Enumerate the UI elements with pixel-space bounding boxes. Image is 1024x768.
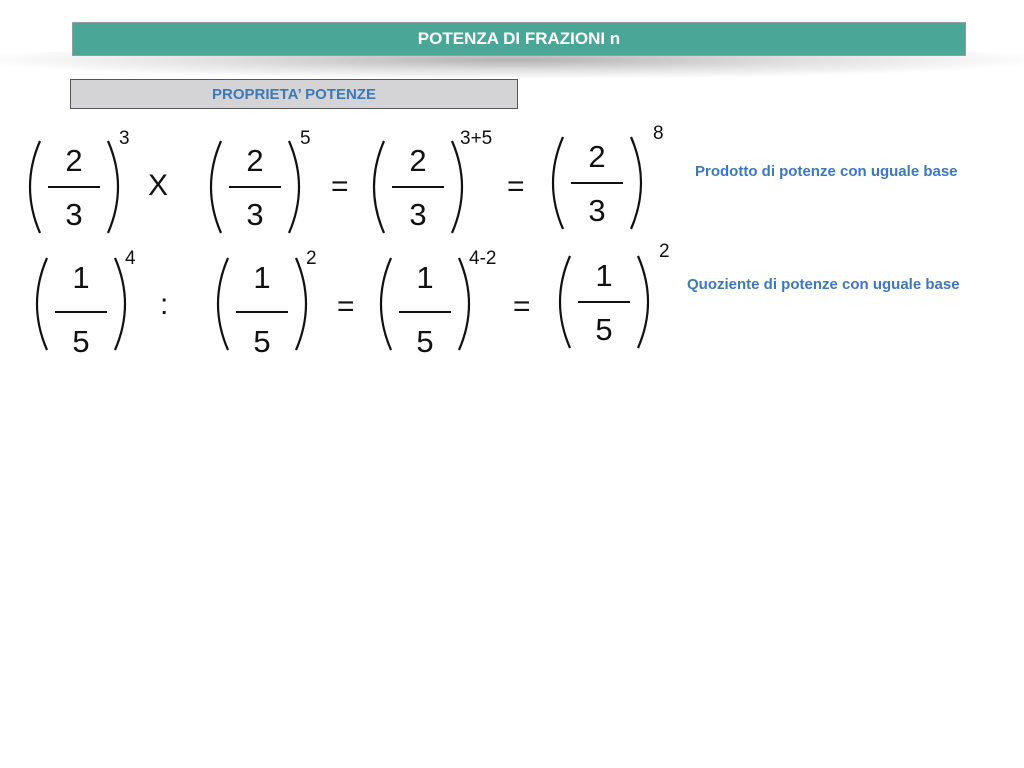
exponent-row1-term2: 5 — [300, 128, 311, 149]
denominator: 3 — [246, 197, 264, 232]
denominator: 5 — [416, 324, 434, 359]
page-title: POTENZA DI FRAZIONI n — [417, 29, 621, 48]
exponent-row1-term4: 8 — [653, 123, 664, 144]
exponent-row1-term1: 3 — [119, 128, 130, 149]
numerator: 1 — [253, 260, 271, 295]
operator-multiply: X — [148, 169, 169, 202]
numerator: 1 — [72, 260, 90, 295]
exponent-row1-term3: 3+5 — [460, 128, 493, 149]
numerator: 2 — [409, 143, 427, 178]
numerator: 1 — [595, 258, 613, 293]
fraction-row2-term3 — [375, 254, 475, 359]
denominator: 5 — [595, 312, 613, 347]
page-title-bar — [72, 22, 966, 56]
section-title-bar — [70, 79, 518, 109]
fraction-row2-term1 — [31, 254, 131, 359]
numerator: 2 — [246, 143, 264, 178]
exponent-row2-term2: 2 — [306, 248, 317, 269]
operator-divide: : — [160, 288, 169, 321]
exponent-row2-term4: 2 — [659, 241, 670, 262]
fraction-row2-term2 — [212, 254, 312, 359]
denominator: 5 — [253, 324, 271, 359]
numerator: 1 — [416, 260, 434, 295]
exponent-row2-term3: 4-2 — [469, 248, 497, 269]
numerator: 2 — [588, 139, 606, 174]
denominator: 3 — [588, 193, 606, 228]
numerator: 2 — [65, 143, 83, 178]
operator-equals: = — [513, 290, 531, 323]
denominator: 3 — [409, 197, 427, 232]
fraction-row1-term2 — [205, 137, 305, 237]
section-title: PROPRIETA’ POTENZE — [212, 85, 376, 103]
rule-label-quotient: Quoziente di potenze con uguale base — [687, 276, 960, 293]
fraction-row2-term4 — [554, 252, 654, 352]
operator-equals: = — [507, 170, 525, 203]
operator-equals: = — [331, 170, 349, 203]
rule-label-product: Prodotto di potenze con uguale base — [695, 163, 958, 180]
exponent-row2-term1: 4 — [125, 248, 136, 269]
denominator: 5 — [72, 324, 90, 359]
fraction-row1-term3 — [368, 137, 468, 237]
denominator: 3 — [65, 197, 83, 232]
fraction-row1-term1 — [24, 137, 124, 237]
fraction-row1-term4 — [547, 133, 647, 233]
operator-equals: = — [337, 290, 355, 323]
